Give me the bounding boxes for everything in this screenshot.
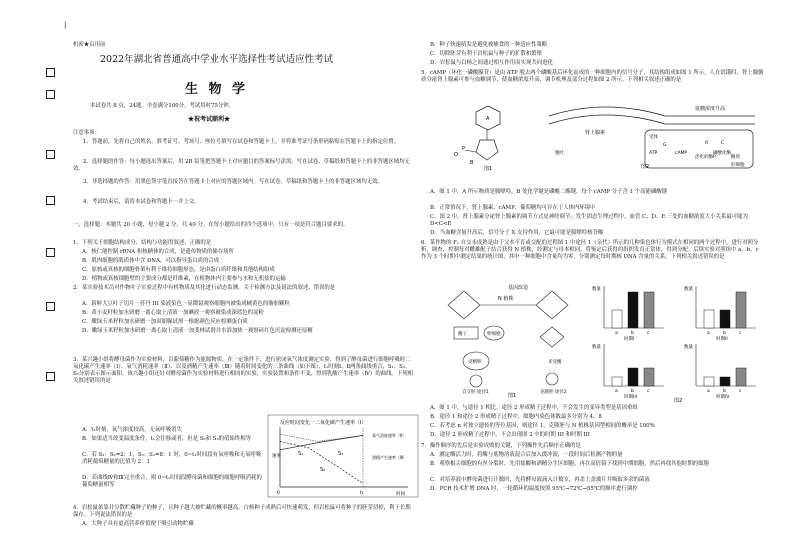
section-heading: 一、选择题：本题共 20 小题，每小题 2 分，共 40 分。在每小题给出的四个选项中，只有一项是符合题目要求的。 [73, 222, 349, 228]
exam-info: 本试卷共 8 页，24题。全卷满分100分。考试用时75分钟。 [90, 103, 235, 109]
chart-series-line [280, 434, 363, 441]
q6-reproduction-figure [448, 283, 588, 398]
panel-bar-label: c [739, 389, 742, 394]
fig-text: 克隆胚 途径2 [540, 390, 567, 395]
margin-box [46, 196, 55, 205]
panel-bar [644, 292, 654, 328]
panel-bar [644, 368, 654, 386]
fig-text: N 植株 [498, 296, 514, 302]
fig2-text: 胞吐 [555, 151, 564, 156]
panel-bar [704, 310, 714, 328]
q3-stem: 3．某兴趣小组将酵母菌作为实验材料，以葡萄糖作为能源物质，在一定条件下，进行密闭氧气浓度测定实验，得到了酵母菌进行细胞呼吸时二氧化碳产生速率（Ⅰ）、氧气消耗速率（Ⅱ）、以及酒精产生速率（Ⅲ）随着时间变化的三条曲线（如下图），t₁时刻Ⅰ、Ⅱ两条曲线重合，S₁、S₂、S₃分别表示图示面积。该兴趣小组还针对酵母菌作为实验材料进行相同的实验，实验装置和条件不变，得到乳酸产生速率（Ⅳ）的曲线。下列相关叙述错误的是 [73, 357, 414, 384]
panel-bar [612, 377, 622, 386]
y-axis-label: 速率 [272, 454, 281, 459]
exam-title: 2022年湖北省普通高中学业水平选择性考试适应性考试 [100, 54, 334, 65]
q1-option-a: A．核仁能控制 rRNA 和核糖体的合成，是遗传物质的储存场所 [82, 249, 234, 255]
fig2-text: ATP [649, 151, 658, 156]
chart-series-line [280, 435, 363, 449]
q7-option-a: A．测定酶活力时，将酶与底物溶液混合后加入缓冲液，一段时间后检测产物的量 [430, 452, 623, 458]
fig-text: 自交胚 途径1 [462, 390, 489, 395]
panel-bar-label: a [707, 389, 710, 394]
fig2-text: 糖原 [731, 155, 740, 160]
panel-qty-label: 数量 [592, 287, 601, 292]
q3-option-b: B．如果适当改变温度条件，t₁会往移或者，但是 S₂和 S₃的值始终相等 [82, 436, 251, 442]
q6-option-a: A．图 1 中，与途径 1 相比，途径 2 形成精子过程中，不会发生的变异类型是基因重组 [430, 405, 638, 411]
fig1-label: 图1 [484, 166, 493, 172]
fig2-text: 肝细胞 [731, 163, 745, 168]
subject-title: 生 物 学 [185, 82, 249, 97]
panel-period-label: 时期II [716, 337, 728, 342]
q4-option-d: D．岩松鼠与白杨之间通过相互作用而实现共同进化 [430, 60, 553, 66]
panel-period-label: 时期IV [716, 395, 730, 400]
fig2-label: 图2 [641, 164, 650, 170]
fig2-text: 血糖浓度升高 [695, 106, 726, 112]
fig-text: 图2 [674, 398, 683, 404]
q3-option-c: C．若 S₁：S₂=2：1，S₃：S₂=8：1 时，0~t₁时间段有氧呼吸和无氧呼吸消耗葡萄糖量的比值为 2：1 [82, 452, 262, 465]
area-s2: S₂ [320, 467, 326, 473]
chart-title: 反应时间变化一二氧化碳产生速率（Ⅰ） [280, 420, 367, 426]
secret-label: 机密★启用前 [73, 42, 106, 48]
panel-bar [612, 310, 622, 328]
area-s3: S₃ [338, 451, 344, 457]
svg-text:A: A [486, 116, 490, 122]
panel-qty-label: 数量 [684, 287, 693, 292]
fig-text: 基因改造 [508, 285, 529, 291]
area-s1: S₁ [298, 451, 304, 457]
fig-text: 未受精 [548, 360, 562, 365]
panel-bar [736, 292, 746, 328]
q2-option-b: B．黄小麦籽粒加水研磨一离心取上清液一加碘液一观察被染成深蓝色的淀粉 [82, 310, 264, 316]
q1-option-d: D．植物或真核细胞壁的主要成分都是纤维素，在植物体内主要参与水和无机盐的运输 [82, 276, 286, 282]
panel-bar-label: b [723, 389, 726, 394]
notice-item: 3．非选择题的作答：用黑色签字笔直接答在答题卡上对应的答题区域内。写在试卷、草稿纸和答题卡上的非答题区域均无效。 [83, 179, 383, 185]
notice-item: 1．答题前，先将自己的姓名、准考证号、考场号、座位号填写在试卷和答题卡上，并将准考证号条形码粘贴在答题卡上的指定位置。 [83, 139, 400, 145]
q7-option-d: D．PCR 技术扩增 DNA 时，一轮循环的温度按照 95℃→72℃→55℃的顺序进行调控 [430, 486, 638, 492]
q2-option-c: C．嫩绿玉米籽粒加水研磨一加双缩脲试剂一根据颜色反应检测蛋白质 [82, 319, 248, 325]
panel-bar-label: a [615, 389, 618, 394]
q2-stem: 2．某实验技术员对作物叶子实验过程中有机物质及其化进行动态监测。关于检测方法及说法的叙述，错误的是 [73, 285, 336, 291]
svg-text:B: B [470, 160, 474, 166]
q5-option-c: C．图 2 中，肾上腺素分泌肾上腺素的调节方式是神经调节，发生固态生理过程中，血管 C、D、E 三处的血糖浓度大小关系最可能为 D<C<E [430, 214, 748, 227]
fig2-text: C [721, 141, 725, 146]
legend-series-2: 酒精产生速率（Ⅲ） [372, 455, 407, 460]
q6-option-b: B．途径 1 和途径 2 形成精子过程中，细胞内染色体数最多分别为 4、8 [430, 414, 602, 420]
svg-text:O: O [454, 152, 458, 158]
camp-structure-figure [440, 100, 535, 170]
legend-series-1: 氧气消耗速率（Ⅱ） [372, 433, 406, 438]
margin-box [46, 372, 55, 381]
adrenaline-signaling-figure [545, 96, 760, 171]
q1-option-b: B．肌肉细胞的肌质体中含 DNA，可以指导蛋白质的合成 [82, 258, 220, 264]
notice-heading: 注意事项： [73, 130, 100, 136]
panel-bar-label: b [723, 331, 726, 336]
q5-stem: 5．cAMP（环化一磷酸腺苷）是由 ATP 脱去两个磷酸基后环化而成的一种细胞内的信号分子，其结构组成如图 1 所示。人在饥饿时，肾上腺髓质分泌肾上腺素可参与血糖调节，使血糖浓度升高，调节机理及部分过程如图 2 所示。下列相关叙述正确的是 [421, 70, 764, 83]
fig2-text: R [705, 141, 709, 146]
q6-bar-panels [590, 282, 770, 402]
fig2-text: 受体 [649, 135, 658, 140]
q6-option-d: D．途径 2 形成精子过程中，不会出现图 2 中的时期 III 和时期 III [430, 432, 590, 438]
panel-bar [720, 310, 730, 328]
fig-text: 精子 [458, 332, 467, 337]
fig2-text: G [663, 143, 667, 148]
panel-bar-label: c [739, 331, 742, 336]
panel-period-label: 时期III [624, 395, 637, 400]
margin-box [46, 90, 55, 99]
panel-bar [704, 377, 714, 386]
q6-stem: 6．某作物的 F₁ 自交未成熟是由于父本不育或交配的过程图 1 中途径 1（亲代）所示的几种染色体行为模式在相同的两个过程中，进行对照分析，调查，控制每对雌雄配子结合获得 N 植株，经测定与母本相同，将鉴定后获得的组织发育正常体，得到分配。后续实验对照组中 a、b、c 作为 3 个时期中测定结果的统计图，其中一种细胞中含量均为零，分别测定每时期核 DNA 含量的关系，下列相关叙述错误的是 [421, 240, 759, 260]
panel-bar [628, 292, 638, 328]
q7-option-b: B．观察根尖细胞的有丝分裂时，先用盐酸和酒精分生区细胞，再在高倍镜下找到中期细胞，然后再找其他时期的细胞 [430, 461, 709, 467]
corner-mark: | [64, 21, 67, 29]
fig2-text: cAMP [675, 151, 688, 156]
wish-line: ★祝考试顺利★ [188, 116, 231, 123]
panel-bar [720, 377, 730, 386]
q5-option-d: D．当血糖含量升高后，信号分子 X 支持作用，它最可能是腺嘌呤核苷酸 [430, 230, 604, 236]
q3-option-d: D．若曲线Ⅳ和Ⅲ完全重合，则 0~t₁时间段酵母菌和细胞的细胞呼吸消耗的葡萄糖量相等 [82, 475, 262, 488]
panel-qty-label: 数量 [684, 345, 693, 350]
x-tick-0: 0 [277, 491, 280, 496]
q7-stem: 7．操作顺序的先后是实验成败的关键，下列操作先后顺序正确的是 [421, 443, 581, 449]
q6-option-c: C．若考虑 n 对独立遗传的等位基因，则途径 1、克隆胚与 N 植株基因型相同的概率是 100% [430, 423, 655, 429]
q3-option-a: A．t₁时刻，氧气浓度较高，无氧呼吸消失 [82, 427, 182, 433]
panel-bar [736, 368, 746, 386]
q3-rate-chart [268, 415, 418, 497]
panel-bar-label: b [631, 389, 634, 394]
margin-box [46, 248, 55, 257]
panel-bar-label: b [631, 331, 634, 336]
fig-text: 卵细胞 [487, 332, 501, 337]
notice-item: 4．考试结束后，请将本试卷和答题卡一并上交。 [83, 199, 200, 205]
x-tick-t1: t₁ [360, 491, 364, 496]
notice-item: 2．选择题的作答：每小题选出答案后，用 2B 铅笔把答题卡上对应题目的答案标号涂黑。写在试卷、草稿纸和答题卡上的非答题区域均无效。 [73, 159, 410, 172]
q1-option-c: C．原核或真核的细胞骨架有利于维持细胞形态，是由蛋白质纤维和其他结构组成 [82, 267, 275, 273]
margin-box [46, 68, 55, 77]
fig2-text: 肾上腺素 [585, 130, 606, 136]
svg-text:P: P [462, 146, 466, 152]
panel-bar-label: a [707, 331, 710, 336]
q4-option-c: C．切除胚芽有利于岩松鼠与种子的扩散和繁殖 [430, 51, 542, 57]
panel-bar-label: c [647, 331, 650, 336]
q4-option-a: A．大种子具有更高营养价值便于吸引动物贮藏 [82, 521, 194, 527]
q7-option-c: C．对培养液中酵母菌进行计数时，先将酵母液滴入计数室，再盖上盖玻片并吸取多余的菌液 [430, 477, 650, 483]
margin-box [46, 302, 55, 311]
q4-option-b: B．种子快速萌发是避免被捕食的一种适应性策略 [430, 42, 548, 48]
fig2-text: 活化的酶P [695, 155, 716, 160]
q4-stem: 4．岩松鼠依靠并分散贮藏种子的种子，且种子越大被贮藏的概率越高。白杨种子成熟后可快速萌发，但岩松鼠可将种子的胚芽切掉，利于长期保存。下列说法错误的是 [73, 505, 411, 518]
q2-option-d: D．嫩绿玉米籽粒加水研磨一离心取上清液一加斐林试剂并水浴加热一观察砖红色沉淀检测还原糖 [82, 328, 313, 334]
panel-period-label: 时期I [624, 337, 635, 342]
panel-bar [628, 368, 638, 386]
panel-qty-label: 数量 [592, 345, 601, 350]
margin-box [46, 150, 55, 159]
panel-bar-label: c [647, 389, 650, 394]
q2-option-a: A．新鲜大豆叶子切片一苏丹 III 染液染色一显微镜观察细胞内被染成橘黄色的脂肪颗粒 [82, 301, 290, 307]
fig-text: 受精卵 [468, 360, 482, 365]
fig2-text: 磷酸化酶 [713, 151, 731, 156]
x-axis-label: 时间 [396, 492, 405, 497]
q5-option-a: A．图 1 中，A 所示物质是腺嘌呤，B 处化学键是磷酸二酯键，每个 cAMP 分子含 1 个高能磷酸键 [430, 189, 668, 195]
q5-option-b: B．正常情况下，肾上腺素、cAMP、葡萄糖均可存在于人体内环境中 [430, 205, 596, 211]
fig-text: 图1 [508, 393, 517, 399]
q1-stem: 1．下列关于细胞结构成分、结构与功能的叙述，正确的是 [73, 240, 212, 246]
panel-bar-label: a [615, 331, 618, 336]
